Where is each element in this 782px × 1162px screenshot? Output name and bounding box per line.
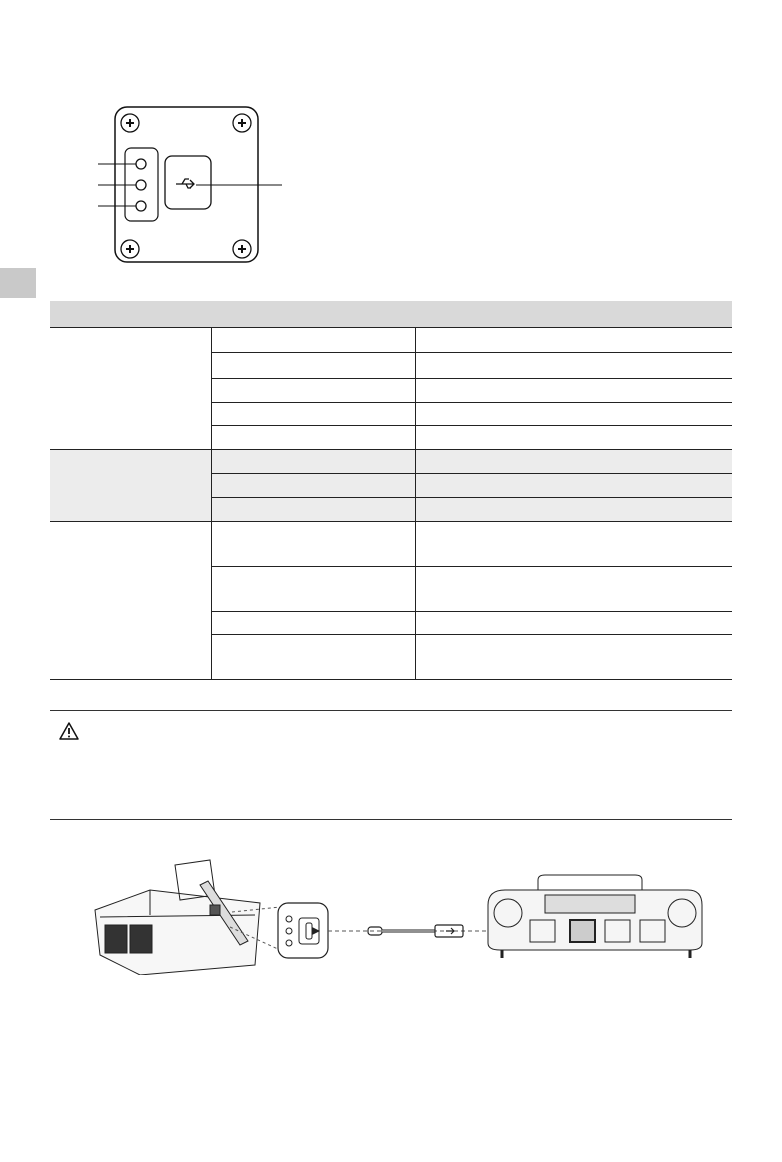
group-cell: [50, 522, 211, 680]
table-cell: [415, 403, 732, 426]
device-icon: [95, 860, 260, 975]
table-cell: [415, 426, 732, 450]
table-cell: [211, 474, 415, 498]
table-cell: [415, 498, 732, 522]
table-header-row: [50, 301, 732, 328]
table-cell: [211, 612, 415, 635]
table-cell: [415, 567, 732, 612]
warning-triangle-icon: [58, 721, 80, 741]
table-cell: [211, 379, 415, 403]
table-cell: [211, 522, 415, 567]
table-header-cell: [211, 301, 415, 328]
table-row: [50, 450, 732, 474]
led-indicator-icon: [136, 159, 146, 211]
table-cell: [211, 635, 415, 680]
screw-hole-icon: [121, 114, 251, 258]
table-cell: [415, 379, 732, 403]
table-cell: [211, 328, 415, 353]
table-cell: [415, 328, 732, 353]
panel-figure: [90, 100, 300, 270]
usb-cable-icon: [368, 925, 463, 937]
usb-port-icon: [165, 156, 211, 209]
table-cell: [211, 353, 415, 379]
warning-bottom-divider: [50, 819, 732, 820]
table-cell: [211, 426, 415, 450]
table-cell: [211, 567, 415, 612]
table-cell: [211, 403, 415, 426]
table-row: [50, 522, 732, 567]
table-cell: [415, 353, 732, 379]
table-header-cell: [415, 301, 732, 328]
connection-figure: [90, 855, 710, 975]
group-cell: [50, 450, 211, 522]
group-cell: [50, 328, 211, 450]
remote-controller-icon: [488, 875, 702, 958]
warning-top-divider: [50, 710, 732, 711]
table-header-cell: [50, 301, 211, 328]
spec-table: [50, 301, 732, 680]
table-cell: [211, 498, 415, 522]
table-cell: [415, 635, 732, 680]
table-cell: [415, 450, 732, 474]
table-cell: [415, 612, 732, 635]
table-cell: [211, 450, 415, 474]
table-cell: [415, 474, 732, 498]
table-cell: [415, 522, 732, 567]
table-row: [50, 328, 732, 353]
side-tab: [0, 268, 36, 298]
